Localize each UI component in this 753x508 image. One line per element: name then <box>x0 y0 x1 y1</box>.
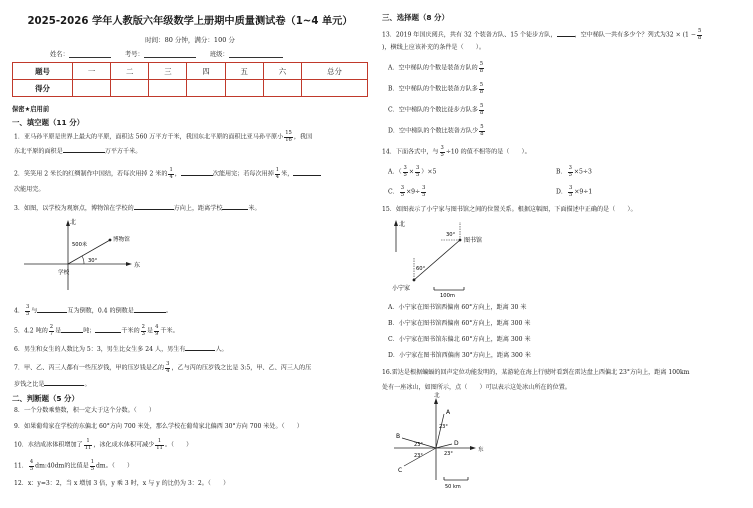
answer-blank[interactable] <box>61 327 83 333</box>
option-text: A．空中梯队的个数是装备方队的 <box>388 64 478 72</box>
q11-fraction-2 <box>90 460 95 472</box>
option-text: ×9÷ <box>406 188 421 196</box>
answer-blank[interactable] <box>95 327 121 333</box>
fraction-numerator: 5 <box>479 103 484 109</box>
option-text: ）×5 <box>421 168 437 176</box>
score-header-cell: 五 <box>225 63 263 80</box>
angle-label: 23° <box>414 453 423 459</box>
fraction-numerator: 3 <box>400 185 405 191</box>
q6-text-2: 人。 <box>215 346 228 353</box>
distance-label: 500米 <box>72 242 88 248</box>
option-fraction <box>568 186 573 198</box>
q5-text: 5．4.2 吨的 <box>14 327 48 335</box>
fraction-denominator: 11 <box>84 444 92 451</box>
question-6 <box>14 345 228 354</box>
fraction-denominator: 16 <box>285 136 292 143</box>
question-2 <box>14 168 321 180</box>
school-label: 学校 <box>58 270 70 276</box>
fraction-numerator: 3 <box>568 185 573 191</box>
radar-figure-q16 <box>390 393 500 494</box>
q15-option-a[interactable]: A．小宁家在图书馆西偏南 60°方向上，距离 30 米 <box>388 304 527 311</box>
question-9: 9．如果葡萄家在学校的东偏北 60°方向 700 米处，那么学校在葡萄家北偏西 30°方向 700 米处。（ ） <box>14 423 303 430</box>
answer-blank[interactable] <box>134 307 166 313</box>
fraction-denominator: 5 <box>403 171 407 178</box>
fraction-numerator: 1 <box>84 439 93 446</box>
fraction-numerator: 5 <box>480 124 484 130</box>
q14-option-d[interactable] <box>556 186 592 198</box>
q11-fraction-1 <box>29 460 34 472</box>
home-point <box>413 279 416 282</box>
question-10 <box>14 439 192 451</box>
fraction-numerator: 3 <box>166 361 170 367</box>
point-c-label: C <box>398 467 403 474</box>
answer-blank[interactable] <box>37 307 67 313</box>
q10-fraction-1 <box>84 439 93 451</box>
question-11 <box>14 460 133 472</box>
question-13 <box>382 29 703 41</box>
fraction-numerator: 3 <box>568 165 572 171</box>
fraction-numerator: 5 <box>697 28 702 34</box>
q3-text-3: 米。 <box>248 205 261 212</box>
q14-text: 14．下面各式中，与 <box>382 148 439 156</box>
option-text: B． <box>556 168 567 176</box>
q5-text-3: 吨； <box>83 327 96 335</box>
q15-option-d[interactable]: D．小宁家在图书馆西偏南 30°方向上，距离 300 米 <box>388 352 531 359</box>
q13-option-b[interactable] <box>388 83 485 95</box>
score-cell[interactable] <box>263 80 301 97</box>
option-fraction <box>479 125 484 137</box>
q5-fraction-3 <box>154 325 159 337</box>
q3-text-2: 方向上，距离学校 <box>173 205 223 212</box>
angle-label: 30° <box>88 258 98 264</box>
option-text: D． <box>556 188 567 196</box>
q10-text-2: ，冰化成水体积可减少 <box>93 441 155 449</box>
option-text: × <box>408 168 414 176</box>
option-text: A．（ <box>388 168 402 176</box>
q2-text-3: 次能用完；若每次用掉 <box>212 170 274 178</box>
q13-option-a[interactable] <box>388 62 485 74</box>
option-text: C． <box>388 188 399 196</box>
q7-text-4: 。 <box>84 381 91 388</box>
answer-blank[interactable] <box>293 170 321 176</box>
fraction-denominator: 5 <box>415 171 420 178</box>
east-label: 东 <box>478 447 484 453</box>
north-label: 北 <box>434 393 440 399</box>
fraction-numerator: 1 <box>155 439 164 446</box>
q1-text-3: 万平方千米。 <box>104 148 142 155</box>
question-13-cont: )，横线上应该补充的条件是（ ）。 <box>382 44 485 51</box>
q1-text-tail: ，我国 <box>293 133 313 141</box>
fraction-denominator: 8 <box>479 67 484 74</box>
fraction-numerator: 3 <box>422 185 426 191</box>
fraction-numerator: 3 <box>403 165 407 171</box>
time-info: 时间：80 分钟，满分：100 分 <box>145 36 235 44</box>
library-point <box>459 239 462 242</box>
option-fraction <box>479 104 484 116</box>
score-cell[interactable] <box>73 80 111 97</box>
option-fraction <box>479 83 484 95</box>
q1-text-2: 东北平原的面积是 <box>14 148 63 155</box>
exam-title: 2025-2026 学年人教版六年级数学上册期中质量测试卷（1~4 单元） <box>27 16 353 27</box>
score-header-cell: 四 <box>187 63 225 80</box>
q4-text-2: 与 <box>31 307 38 315</box>
q2-text-5: 次能用完。 <box>14 186 45 193</box>
fraction-numerator: 1 <box>90 459 95 465</box>
question-7 <box>14 362 311 374</box>
option-fraction <box>400 186 405 198</box>
question-15: 15．如图表示了小宁家与图书馆之间的位置关系。根据这幅图，下面描述中正确的是（ ）。 <box>382 206 637 213</box>
question-7-cont <box>14 380 91 389</box>
q11-text-2: dm:40dm的比值是 <box>35 462 89 470</box>
option-fraction <box>415 166 420 178</box>
score-table <box>12 62 368 97</box>
fraction-denominator: 4 <box>166 367 170 374</box>
q14-option-b[interactable] <box>556 166 592 178</box>
question-5 <box>14 325 179 337</box>
north-label: 北 <box>399 221 406 228</box>
east-arrow-icon <box>126 262 132 266</box>
option-fraction <box>403 166 408 178</box>
score-cell[interactable] <box>111 80 149 97</box>
score-header-cell: 题号 <box>13 63 73 80</box>
option-fraction <box>421 186 426 198</box>
answer-blank[interactable] <box>557 31 575 37</box>
section-choice-title: 三、选择题（8 分） <box>382 13 449 22</box>
score-header-cell: 三 <box>149 63 187 80</box>
score-header-cell: 一 <box>73 63 111 80</box>
option-text: ×9÷1 <box>574 188 593 196</box>
fraction-numerator: 5 <box>479 61 484 67</box>
question-1-cont <box>14 147 141 156</box>
fraction-numerator: 3 <box>440 145 444 151</box>
answer-blank[interactable] <box>181 170 213 176</box>
question-4 <box>14 305 172 317</box>
q5-fraction-1 <box>49 325 54 337</box>
score-table-header-row <box>13 63 368 80</box>
q1-text: 1．亚马孙平原是世界上最大的平原，面积达 560 万平方千米，我国东北平原的面积比亚马孙平原小 <box>14 133 284 141</box>
q13-option-d[interactable] <box>388 125 486 137</box>
q2-text-2: ， <box>174 170 181 178</box>
section-true-false-title: 二、判断题（5 分） <box>12 394 79 403</box>
north-label: 北 <box>70 219 77 226</box>
point-d-label: D <box>454 440 459 447</box>
museum-label: 博物馆 <box>113 237 130 243</box>
score-cell[interactable] <box>225 80 263 97</box>
fraction-denominator: 5 <box>29 465 34 472</box>
scale-label: 50 km <box>445 484 461 490</box>
east-label: 东 <box>134 262 141 269</box>
question-12: 12．x：y=3：2，当 x 增加 3 倍，y 乘 3 时，x 与 y 的比仍为 3：2。（ ） <box>14 480 230 487</box>
option-text: B．空中梯队的个数比装备方队多 <box>388 85 478 93</box>
fraction-numerator: 3 <box>25 304 30 310</box>
fraction-denominator: 5 <box>25 310 30 317</box>
score-cell[interactable] <box>149 80 187 97</box>
q2-text-4: 米， <box>281 170 294 178</box>
angle-arc <box>82 256 84 264</box>
fraction-numerator: 4 <box>155 324 159 330</box>
question-8: 8．一个分数乘整数，积一定大于这个分数。（ ） <box>14 407 155 414</box>
q14-text-2: ÷10 的值不相等的是（ ）。 <box>445 148 531 156</box>
q13-fraction <box>697 29 702 41</box>
home-library-line <box>414 240 460 280</box>
east-arrow-icon <box>470 446 476 450</box>
q10-text-3: 。（ ） <box>164 441 193 449</box>
fraction-denominator: 3 <box>141 330 145 337</box>
score-cell[interactable] <box>187 80 225 97</box>
q7-text-3: 岁钱之比是 <box>14 381 45 388</box>
q10-text: 10．水结成冰体积增加了 <box>14 441 83 449</box>
answer-blank[interactable] <box>222 204 248 210</box>
name-field[interactable] <box>69 51 111 58</box>
option-fraction <box>479 62 484 74</box>
q14-fraction <box>440 146 445 158</box>
fraction-denominator: 8 <box>479 88 484 95</box>
q3-text: 3．如图，以学校为观察点，博物馆在学校的 <box>14 205 134 212</box>
score-cell[interactable] <box>302 80 368 97</box>
name-label: 姓名： <box>50 51 69 58</box>
q13-option-c[interactable] <box>388 104 485 116</box>
q5-text-6: 千米。 <box>160 327 179 335</box>
exam-no-label: 考号： <box>124 51 144 58</box>
q4-fraction <box>25 305 30 317</box>
angle-label: 23° <box>439 424 448 430</box>
option-text: D．空中梯队的个数比装备方队少 <box>388 127 479 135</box>
q4-text-4: 。 <box>165 307 172 315</box>
fraction-denominator: 11 <box>156 444 163 451</box>
angle-30-label: 30° <box>446 232 456 238</box>
option-fraction <box>568 166 573 178</box>
option-text: C．空中梯队的个数比徒步方队多 <box>388 106 478 114</box>
q1-fraction <box>284 131 293 143</box>
fraction-denominator: 9 <box>155 330 159 337</box>
q7-text: 7．甲、乙、丙三人都有一些压岁钱，甲的压岁钱是乙的 <box>14 364 165 372</box>
fraction-numerator: 15 <box>285 130 292 136</box>
q13-text: 13．2019 年国庆阅兵，共有 32 个装备方队、15 个徒步方队， <box>382 31 557 39</box>
q2-text: 2．笑笑用 2 米长的红绸制作中国结，若每次用掉 2 米的 <box>14 170 168 178</box>
museum-point <box>109 239 112 242</box>
q4-text: 4． <box>14 307 24 315</box>
q15-option-c[interactable]: C．小宁家在图书馆东偏北 60°方向上，距离 300 米 <box>388 336 531 343</box>
home-label: 小宁家 <box>392 285 411 292</box>
answer-blank[interactable] <box>63 147 105 153</box>
q15-option-b[interactable]: B．小宁家在图书馆西偏南 60°方向上，距离 300 米 <box>388 320 531 327</box>
score-header-cell: 六 <box>263 63 301 80</box>
fraction-numerator: 1 <box>275 167 280 173</box>
fraction-denominator: 7 <box>49 330 54 337</box>
section-fill-blank-title: 一、填空题（11 分） <box>12 118 84 127</box>
scale-label: 100m <box>440 293 455 299</box>
q7-text-2: ，乙与丙的压岁钱之比是 3:5，甲、乙、丙三人的压 <box>171 364 312 372</box>
question-2-cont <box>14 186 44 194</box>
question-3 <box>14 204 261 213</box>
fraction-denominator: 5 <box>422 191 426 198</box>
answer-blank[interactable] <box>134 204 174 210</box>
direction-figure-q15 <box>386 218 516 298</box>
score-row-label: 得分 <box>13 80 73 97</box>
q2-fraction-2 <box>275 168 280 180</box>
answer-blank[interactable] <box>44 380 84 386</box>
q4-text-3: 互为倒数，0.4 的倒数是 <box>67 307 134 315</box>
fraction-numerator: 2 <box>141 324 145 330</box>
q5-text-5: 是 <box>146 327 154 335</box>
fraction-numerator: 5 <box>479 82 484 88</box>
q14-option-a[interactable] <box>388 166 436 178</box>
q11-text-3: dm。（ ） <box>96 462 134 470</box>
question-14 <box>382 146 531 158</box>
student-info-line <box>50 49 283 58</box>
q5-fraction-2 <box>141 325 146 337</box>
class-label: 班级： <box>209 51 229 58</box>
fraction-denominator: 4 <box>169 173 173 180</box>
score-table-score-row <box>13 80 368 97</box>
fraction-denominator: 5 <box>440 151 444 158</box>
fraction-denominator: 8 <box>697 34 702 41</box>
q10-fraction-2 <box>155 439 164 451</box>
direction-figure-q3 <box>20 216 160 296</box>
angle-label: 23° <box>444 451 453 457</box>
fraction-numerator: 3 <box>415 165 420 171</box>
north-arrow-icon <box>394 220 398 226</box>
fraction-denominator: 5 <box>568 171 572 178</box>
point-a-label: A <box>446 409 451 416</box>
q13-text-2: ，空中梯队一共有多少个？列式为32 × (1 − <box>574 31 696 39</box>
q7-fraction <box>165 362 170 374</box>
question-16-cont: 处有一座冰山，如图所示，点（ ）可以表示这处冰山所在的位置。 <box>382 384 571 391</box>
fraction-denominator: 8 <box>479 109 484 116</box>
score-header-cell: 二 <box>111 63 149 80</box>
fraction-denominator: 5 <box>568 191 573 198</box>
fraction-numerator: 1 <box>169 167 173 173</box>
fraction-denominator: 8 <box>480 130 484 137</box>
q11-text: 11． <box>14 462 28 470</box>
fraction-denominator: 4 <box>275 173 280 180</box>
angle-label: 23° <box>414 442 423 448</box>
fraction-numerator: 4 <box>29 459 34 465</box>
exam-no-field[interactable] <box>144 51 196 58</box>
point-b-label: B <box>396 433 401 440</box>
question-1 <box>14 131 312 143</box>
q2-fraction-1 <box>168 168 173 180</box>
q6-text: 6．男生和女生的人数比为 5：3，男生比女生多 24 人，男生有 <box>14 346 186 353</box>
ray-a <box>436 414 444 448</box>
question-16: 16.雷达是根据蝙蝠的回声定位功能发明的，某游轮在海上行驶时看到在雷达盘上西偏北 23°方向上，距离 100km <box>382 369 690 376</box>
class-field[interactable] <box>229 51 283 58</box>
q5-text-4: 千米的 <box>121 327 140 335</box>
q14-option-c[interactable] <box>388 186 427 198</box>
library-label: 图书馆 <box>464 237 483 244</box>
fraction-denominator: 5 <box>400 191 405 198</box>
score-header-cell: 总分 <box>302 63 368 80</box>
ray-d <box>436 444 452 448</box>
fraction-denominator: 5 <box>90 465 95 472</box>
answer-blank[interactable] <box>185 345 215 351</box>
confidential-note: 保密★启用前 <box>12 106 50 113</box>
fraction-numerator: 2 <box>49 324 54 330</box>
q5-text-2: 是 <box>55 327 62 335</box>
angle-60-label: 60° <box>416 266 426 272</box>
option-text: ×5÷3 <box>573 168 592 176</box>
